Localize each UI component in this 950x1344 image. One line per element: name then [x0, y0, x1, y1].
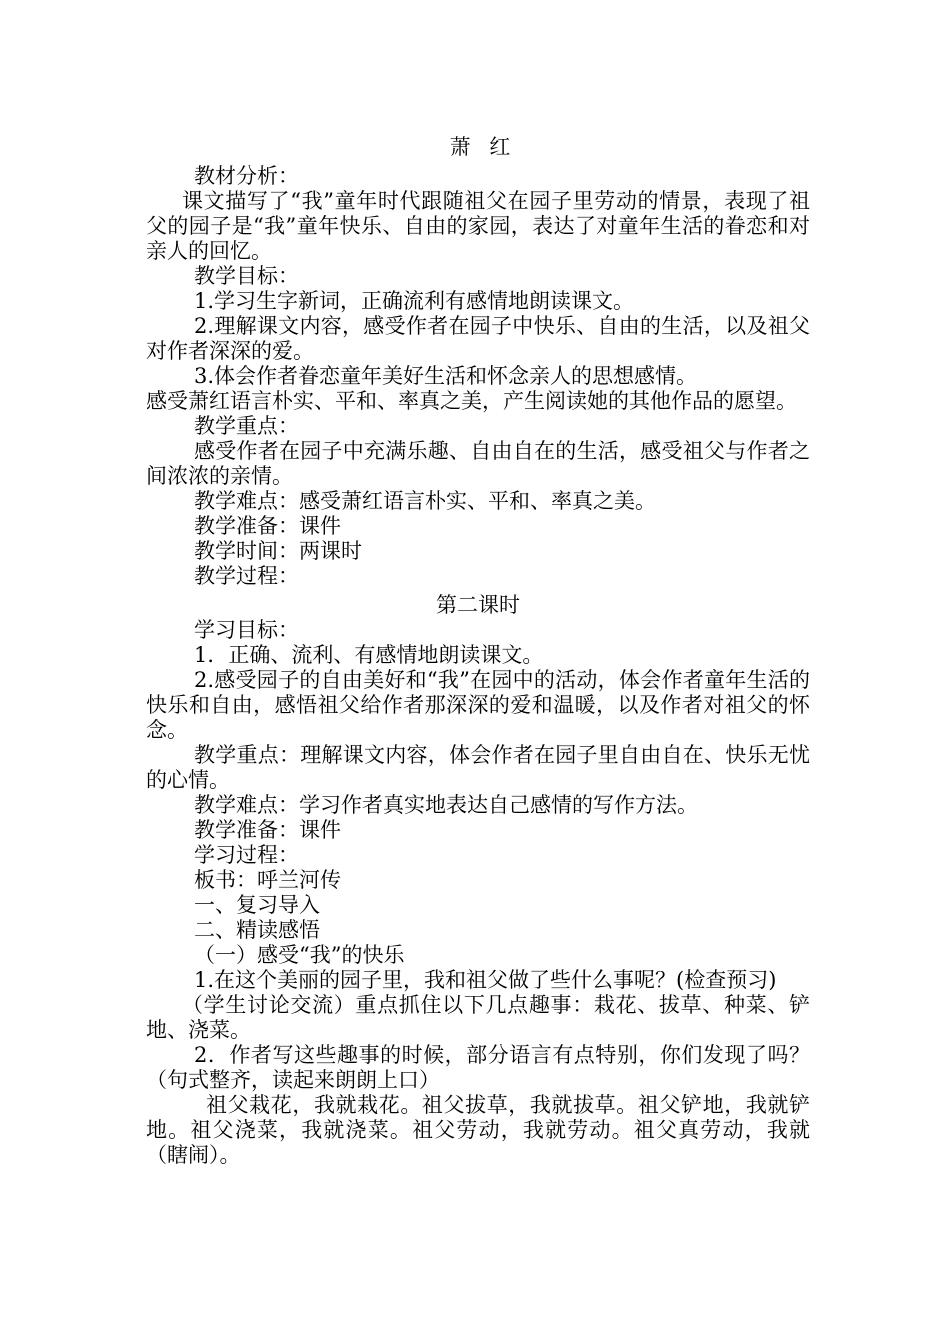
section-heading: 学习目标：: [194, 618, 299, 642]
paragraph: 板书：呼兰河传: [194, 868, 341, 892]
paragraph: 感受萧红语言朴实、平和、率真之美，产生阅读她的其他作品的愿望。: [146, 389, 797, 413]
list-item: 1.学习生字新词，正确流利有感情地朗读课文。: [194, 289, 635, 313]
paragraph: 教学重点：理解课文内容，体会作者在园子里自由自在、快乐无忧的心情。: [146, 743, 810, 792]
section-heading: 教材分析：: [194, 164, 299, 188]
paragraph: 教学时间：两课时: [194, 539, 362, 563]
paragraph: 感受作者在园子中充满乐趣、自由自在的生活，感受祖父与作者之间浓浓的亲情。: [146, 439, 810, 488]
document-title: 萧 红: [449, 135, 517, 159]
paragraph: 教学准备：课件: [194, 818, 341, 842]
lesson-heading: 第二课时: [436, 593, 520, 617]
section-heading: 二、精读感悟: [194, 918, 320, 942]
list-item: 1．正确、流利、有感情地朗读课文。: [194, 643, 544, 667]
paragraph: 祖父栽花，我就栽花。祖父拔草，我就拔草。祖父铲地，我就铲地。祖父浇菜，我就浇菜。祖父劳动，我就劳动。祖父真劳动，我就（瞎闹）。: [146, 1093, 810, 1167]
section-heading: 一、复习导入: [194, 893, 320, 917]
list-item: 2．作者写这些趣事的时候，部分语言有点特别，你们发现了吗？（句式整齐，读起来朗朗上口）: [146, 1043, 810, 1092]
paragraph: （学生讨论交流）重点抓住以下几点趣事：栽花、拔草、种菜、铲地、浇菜。: [146, 993, 810, 1042]
section-heading: 教学目标：: [194, 264, 299, 288]
paragraph: 课文描写了“我”童年时代跟随祖父在园子里劳动的情景，表现了祖父的园子是“我”童年快乐、自由的家园，表达了对童年生活的眷恋和对亲人的回忆。: [146, 189, 810, 263]
paragraph: 教学难点：学习作者真实地表达自己感情的写作方法。: [194, 793, 698, 817]
paragraph: 教学难点：感受萧红语言朴实、平和、率真之美。: [194, 489, 656, 513]
section-heading: 学习过程：: [194, 843, 299, 867]
list-item: 2.感受园子的自由美好和“我”在园中的活动，体会作者童年生活的快乐和自由，感悟祖父给作者那深深的爱和温暖，以及作者对祖父的怀念。: [146, 668, 810, 742]
document-body: [146, 135, 810, 1168]
section-heading: （一）感受“我”的快乐: [194, 943, 405, 967]
section-heading: 教学重点：: [194, 414, 299, 438]
list-item: 2.理解课文内容，感受作者在园子中快乐、自由的生活，以及祖父对作者深深的爱。: [146, 314, 810, 363]
list-item: 1.在这个美丽的园子里，我和祖父做了些什么事呢？(检查预习): [194, 968, 777, 992]
paragraph: 教学准备：课件: [194, 514, 341, 538]
list-item: 3.体会作者眷恋童年美好生活和怀念亲人的思想感情。: [194, 364, 698, 388]
section-heading: 教学过程：: [194, 564, 299, 588]
